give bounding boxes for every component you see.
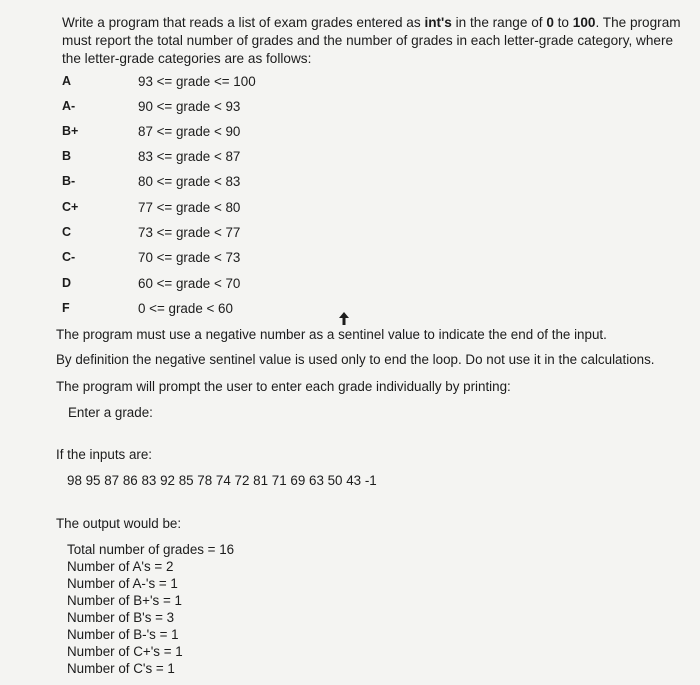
- int-keyword: int's: [424, 15, 452, 30]
- output-line: Number of A's = 2: [67, 559, 174, 574]
- grade-letter: F: [62, 301, 70, 315]
- grade-letter: C+: [62, 200, 79, 214]
- range-max: 100: [572, 15, 596, 30]
- grade-letter: C-: [62, 250, 76, 264]
- range-min: 0: [546, 15, 554, 30]
- mouse-cursor-icon: [338, 312, 350, 326]
- sentinel-text: The program must use a negative number as a sentinel value to indicate the end of the input.: [56, 327, 607, 342]
- inputs-values: 98 95 87 86 83 92 85 78 74 72 81 71 69 63 50 43 -1: [67, 473, 377, 488]
- output-line: Total number of grades = 16: [67, 542, 235, 557]
- grade-range: 93 <= grade <= 100: [138, 74, 256, 89]
- output-line: Number of B-'s = 1: [67, 627, 179, 642]
- grade-range: 70 <= grade < 73: [138, 250, 241, 265]
- output-line: Number of C's = 1: [67, 661, 175, 676]
- definition-text: By definition the negative sentinel value is used only to end the loop. Do not use it in the calculations.: [56, 352, 655, 367]
- grade-range: 87 <= grade < 90: [138, 124, 241, 139]
- output-line: Number of B's = 3: [67, 610, 175, 625]
- grade-range: 83 <= grade < 87: [138, 149, 241, 164]
- output-label: The output would be:: [56, 516, 182, 531]
- grade-letter: B+: [62, 124, 79, 138]
- grade-letter: A-: [62, 99, 76, 113]
- grade-range: 0 <= grade < 60: [138, 301, 233, 316]
- grade-range: 60 <= grade < 70: [138, 276, 241, 291]
- grade-range: 90 <= grade < 93: [138, 99, 241, 114]
- grade-letter: B-: [62, 174, 76, 188]
- inputs-label: If the inputs are:: [56, 447, 153, 462]
- grade-letter: B: [62, 149, 72, 163]
- output-line: Number of B+'s = 1: [67, 593, 182, 608]
- grade-range: 73 <= grade < 77: [138, 225, 241, 240]
- output-line: Number of A-'s = 1: [67, 576, 178, 591]
- prompt-intro-text: The program will prompt the user to enter each grade individually by printing:: [56, 379, 511, 394]
- grade-range: 77 <= grade < 80: [138, 200, 241, 215]
- output-line: Number of C+'s = 1: [67, 644, 183, 659]
- problem-intro: Write a program that reads a list of exam grades entered as int's in the range of 0 to 100. The program must report the total number of grades and the number of grades in each letter-grade category, where the letter-grade categories are as follows:: [62, 15, 681, 66]
- prompt-text: Enter a grade:: [68, 405, 153, 420]
- grade-letter: C: [62, 225, 72, 239]
- grade-letter: A: [62, 74, 72, 88]
- grade-range: 80 <= grade < 83: [138, 174, 241, 189]
- grade-letter: D: [62, 276, 72, 290]
